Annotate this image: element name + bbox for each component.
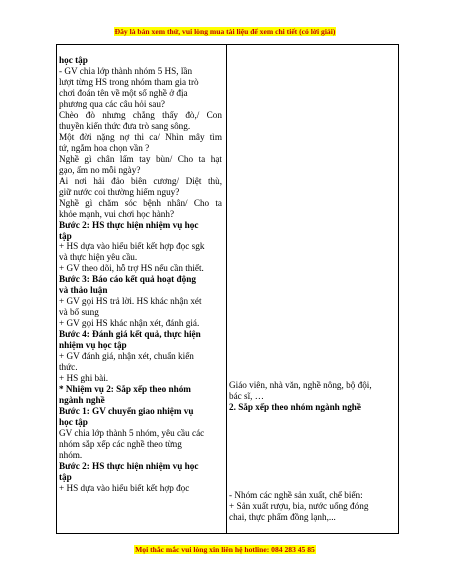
text-line: chơi đoán tên về một số nghề ở địa <box>59 87 188 98</box>
text-line: và bổ sung <box>59 307 99 318</box>
text-line: Bước 2: HS thực hiện nhiệm vụ học <box>59 460 199 471</box>
text-line: + GV gọi HS trả lời. HS khác nhận xét <box>59 296 202 307</box>
text-line: + GV gọi HS khác nhận xét, đánh giá. <box>59 318 200 329</box>
text-line: ngành nghề <box>59 395 105 406</box>
text-line: Bước 3: Báo cáo kết quả hoạt động <box>59 274 196 285</box>
text-line: và thảo luận <box>59 285 108 296</box>
text-line: GV chia lớp thành 5 nhóm, yêu cầu các <box>59 427 205 438</box>
text-line: học tập <box>59 416 88 427</box>
text-line: Bước 1: GV chuyển giao nhiệm vụ <box>59 406 194 416</box>
text-line: Nghề gì chăm sóc bệnh nhân/ Cho ta <box>59 197 222 208</box>
text-line: và thực hiện yêu cầu. <box>59 252 138 263</box>
hotline-banner: Mọi thắc mắc vui lòng xin liên hệ hotline: 084 283 45 85 <box>135 545 315 554</box>
product-line: bác sĩ, … <box>229 391 264 401</box>
product-line: Giáo viên, nhà văn, nghề nông, bộ đội, <box>229 380 372 390</box>
text-line: + HS dựa vào hiểu biết kết hợp đọc sgk <box>59 241 205 252</box>
product-line: - Nhóm các nghề sản xuất, chế biến: <box>229 490 363 500</box>
text-line: nhóm. <box>59 449 83 460</box>
text-line: khỏe mạnh, vui chơi học hành? <box>59 208 175 219</box>
activity-column <box>59 55 222 494</box>
text-line: Chèo đò nhưng chẳng thấy đò,/ Con <box>59 109 222 120</box>
text-line: + GV đánh giá, nhận xét, chuẩn kiến <box>59 351 194 362</box>
text-line: Bước 2: HS thực hiện nhiệm vụ học <box>59 219 199 230</box>
text-line: Nghề gì chân lấm tay bùn/ Cho ta hạt <box>59 153 222 164</box>
text-line: Một đời nặng nợ thi ca/ Nhìn mây tìm <box>59 131 222 142</box>
text-line: lượt từng HS trong nhóm tham gia trò <box>59 76 199 87</box>
text-line: + GV theo dõi, hỗ trợ HS nếu cần thiết. <box>59 263 204 274</box>
text-line: tứ, ngắm hoa chọn vần ? <box>59 142 150 153</box>
product-line: + Sản xuất rượu, bia, nước uống đóng <box>229 501 369 511</box>
text-line: gạo, ấm no mỗi ngày? <box>59 164 141 175</box>
text-line: - GV chia lớp thành nhóm 5 HS, lần <box>59 65 193 76</box>
text-line: nhóm sắp xếp các nghề theo từng <box>59 438 182 449</box>
text-line: nhiệm vụ học tập <box>59 340 127 351</box>
text-line: + HS dựa vào hiểu biết kết hợp đọc <box>59 482 190 493</box>
product-column-answer <box>229 380 397 413</box>
text-line: Bước 4: Đánh giá kết quả, thực hiện <box>59 329 201 340</box>
text-line: thuyền kiến thức đưa trò sang sông. <box>59 120 191 131</box>
text-line: phương qua các câu hỏi sau? <box>59 98 166 109</box>
text-line: * Nhiệm vụ 2: Sắp xếp theo nhóm <box>59 384 191 395</box>
product-column-group-list <box>229 490 397 523</box>
text-line: giữ nước coi thường hiểm nguy? <box>59 186 180 197</box>
text-line: tập <box>59 471 72 482</box>
product-line: 2. Sắp xếp theo nhóm ngành nghề <box>229 402 361 412</box>
product-line: chai, thực phẩm đồng lạnh,... <box>229 512 336 522</box>
text-line: học tập <box>59 55 88 65</box>
preview-notice-banner: Đây là bản xem thử, vui lòng mua tài liệu để xem chi tiết (có lời giải) <box>114 27 336 36</box>
text-line: tập <box>59 230 72 241</box>
column-divider <box>226 45 227 533</box>
text-line: + HS ghi bài. <box>59 373 109 384</box>
text-line: thức. <box>59 362 78 373</box>
text-line: Ai nơi hải đảo biên cương/ Diệt thù, <box>59 175 222 186</box>
lesson-table <box>56 44 399 534</box>
